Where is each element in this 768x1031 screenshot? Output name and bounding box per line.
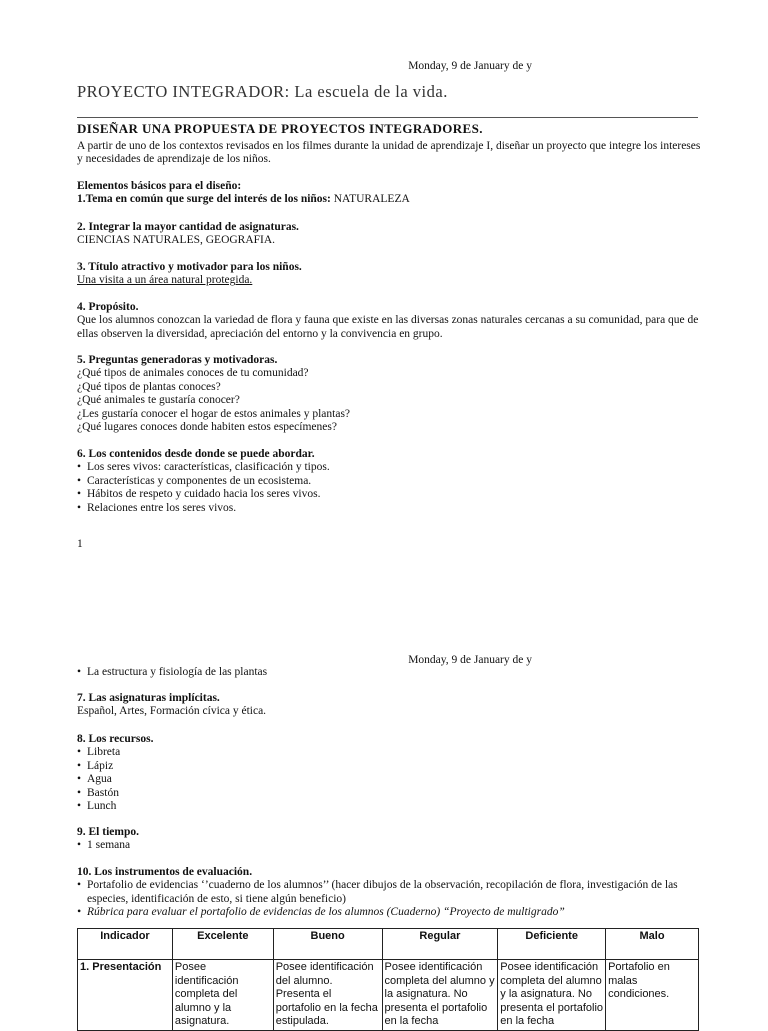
table-cell: Portafolio en malas condiciones. (606, 960, 699, 1031)
table-cell: Posee identificación completa del alumno y la asignatura. No presenta el portafolio en la fecha (382, 960, 498, 1031)
section-4 (77, 301, 703, 341)
rubric-table (77, 928, 699, 1031)
section-10 (77, 866, 703, 920)
section-9 (77, 826, 703, 853)
section-4-value: Que los alumnos conozcan la variedad de flora y fauna que existe en las diversas zonas naturales cercanas a su comunidad, para que de ellas observen la diversidad, apreciación del entorno y la convivencia en grupo. (77, 314, 699, 340)
time-list (77, 839, 703, 852)
section-3-label: 3. Título atractivo y motivador para los niños. (77, 261, 302, 273)
contents-continued (77, 666, 703, 679)
resources-list (77, 746, 703, 813)
section-6-label: 6. Los contenidos desde donde se puede abordar. (77, 448, 315, 460)
section-7 (77, 692, 703, 719)
contents-list (77, 461, 703, 515)
list-item: • La estructura y fisiología de las plantas (77, 666, 703, 679)
section-3 (77, 261, 703, 288)
list-item: • Bastón (77, 787, 703, 800)
list-item: • 1 semana (77, 839, 703, 852)
design-elements (77, 180, 703, 207)
question-item: ¿Qué tipos de plantas conoces? (77, 380, 221, 393)
list-item: • Rúbrica para evaluar el portafolio de evidencias de los alumnos (Cuaderno) “Proyecto de multigrado” (77, 906, 703, 919)
question-item: ¿Qué animales te gustaría conocer? (77, 394, 240, 407)
section-9-label: 9. El tiempo. (77, 826, 139, 838)
question-item: ¿Les gustaría conocer el hogar de estos animales y plantas? (77, 407, 351, 420)
evaluation-list (77, 879, 703, 919)
intro-paragraph: A partir de uno de los contextos revisados en los filmes durante la unidad de aprendizaje I, diseñar un proyecto que integre los intereses y necesidades de aprendizaje de los niños. (77, 140, 701, 166)
title-divider (77, 117, 698, 118)
page1-date: Monday, 9 de January de y (408, 60, 532, 72)
section-6 (77, 448, 703, 515)
page-number: 1 (77, 538, 83, 550)
section-4-label: 4. Propósito. (77, 301, 139, 313)
table-cell: Posee identificación del alumno. Presenta el portafolio en la fecha estipulada. (273, 960, 382, 1031)
project-title: PROYECTO INTEGRADOR: La escuela de la vida. (77, 82, 448, 101)
list-item: • Libreta (77, 746, 703, 759)
section-5 (77, 354, 703, 434)
table-header-cell: Bueno (273, 929, 382, 960)
section-7-label: 7. Las asignaturas implícitas. (77, 692, 220, 704)
section-10-label: 10. Los instrumentos de evaluación. (77, 866, 253, 878)
question-item: ¿Qué lugares conoces donde habiten estos especímenes? (77, 421, 337, 434)
list-item: • Lunch (77, 800, 703, 813)
table-header-cell: Malo (606, 929, 699, 960)
list-item: • Relaciones entre los seres vivos. (77, 502, 703, 515)
section-2-label: 2. Integrar la mayor cantidad de asignaturas. (77, 221, 299, 233)
tema-line (77, 193, 703, 206)
table-cell: Posee identificación completa del alumno y la asignatura. No presenta el portafolio en la fecha (498, 960, 606, 1031)
tema-value: NATURALEZA (330, 193, 410, 206)
table-header-cell: Excelente (172, 929, 273, 960)
list-item: • Hábitos de respeto y cuidado hacia los seres vivos. (77, 488, 703, 501)
table-cell: Posee identificación completa del alumno y la asignatura. (172, 960, 273, 1031)
section-7-value: Español, Artes, Formación cívica y ética. (77, 705, 267, 718)
tema-label: 1.Tema en común que surge del interés de los niños: (77, 193, 331, 206)
page2-date: Monday, 9 de January de y (408, 654, 532, 666)
section-3-value: Una visita a un área natural protegida. (77, 274, 253, 287)
list-item: • Agua (77, 773, 703, 786)
list-item: • Características y componentes de un ecosistema. (77, 475, 703, 488)
list-item: • Lápiz (77, 760, 703, 773)
section-8 (77, 733, 703, 813)
section-2 (77, 221, 703, 248)
table-header-cell: Indicador (78, 929, 173, 960)
section-5-label: 5. Preguntas generadoras y motivadoras. (77, 354, 278, 366)
section-heading: DISEÑAR UNA PROPUESTA DE PROYECTOS INTEGRADORES. (77, 121, 483, 136)
table-header-row (78, 929, 699, 960)
table-header-cell: Deficiente (498, 929, 606, 960)
table-row (78, 960, 699, 1031)
section-2-value: CIENCIAS NATURALES, GEOGRAFIA. (77, 234, 276, 247)
table-header-cell: Regular (382, 929, 498, 960)
list-item: • Los seres vivos: características, clasificación y tipos. (77, 461, 703, 474)
table-cell: 1. Presentación (78, 960, 173, 1031)
list-item: • Portafolio de evidencias ‘’cuaderno de los alumnos’’ (hacer dibujos de la observación, recopilación de flora, investigación de las especies, identificación de esto, si tiene algún beneficio) (77, 879, 703, 906)
question-item: ¿Qué tipos de animales conoces de tu comunidad? (77, 367, 309, 380)
section-8-label: 8. Los recursos. (77, 733, 154, 745)
elementos-label: Elementos básicos para el diseño: (77, 180, 242, 192)
